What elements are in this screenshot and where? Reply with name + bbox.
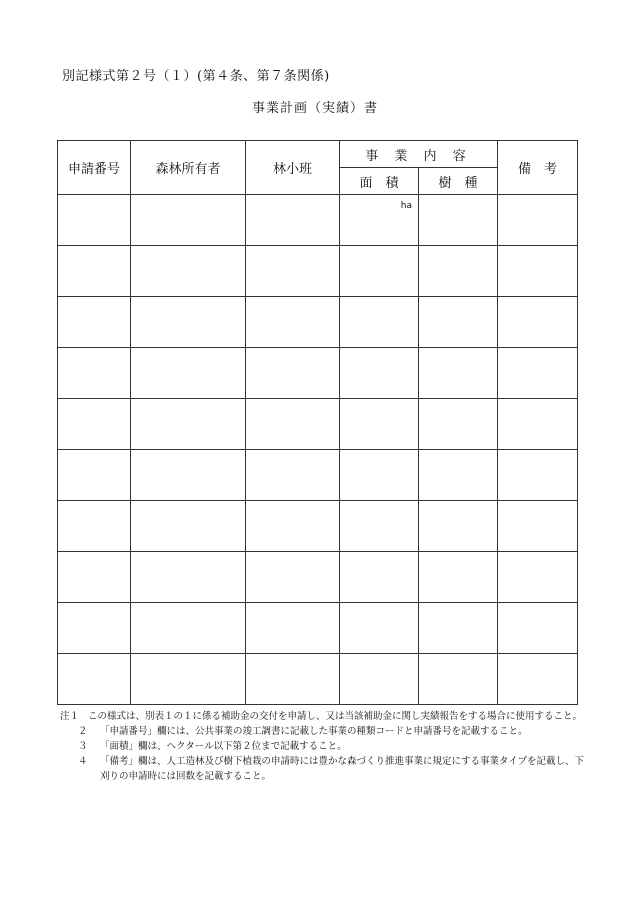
cell-tree-species[interactable] bbox=[419, 603, 498, 654]
header-area: 面 積 bbox=[340, 168, 419, 195]
cell-forest-owner[interactable] bbox=[131, 654, 246, 705]
note-text: 「面積」欄は、ヘクタール以下第２位まで記載すること。 bbox=[100, 741, 347, 752]
cell-area[interactable] bbox=[340, 603, 419, 654]
cell-application-number[interactable] bbox=[58, 552, 131, 603]
cell-forest-subdivision[interactable] bbox=[246, 552, 340, 603]
cell-forest-subdivision[interactable] bbox=[246, 501, 340, 552]
header-remarks: 備 考 bbox=[498, 141, 578, 195]
table-row bbox=[58, 501, 578, 552]
cell-forest-subdivision[interactable] bbox=[246, 603, 340, 654]
cell-remarks[interactable] bbox=[498, 501, 578, 552]
note-text: 「申請番号」欄には、公共事業の竣工調書に記載した事業の種類コードと申請番号を記載すること。 bbox=[100, 726, 528, 737]
cell-forest-owner[interactable] bbox=[131, 297, 246, 348]
project-table bbox=[57, 140, 578, 705]
table-row bbox=[58, 450, 578, 501]
cell-remarks[interactable] bbox=[498, 348, 578, 399]
cell-area[interactable] bbox=[340, 399, 419, 450]
cell-area[interactable] bbox=[340, 654, 419, 705]
note-text: 「備考」欄は、人工造林及び樹下植栽の申請時には豊かな森づくり推進事業に規定にする事業タイプを記載し、下刈りの申請時には回数を記載すること。 bbox=[100, 756, 585, 782]
note-text: この様式は、別表１の１に係る補助金の交付を申請し、又は当該補助金に関し実績報告をする場合に使用すること。 bbox=[88, 711, 583, 722]
cell-tree-species[interactable] bbox=[419, 450, 498, 501]
header-forest-owner: 森林所有者 bbox=[131, 141, 246, 195]
cell-application-number[interactable] bbox=[58, 246, 131, 297]
cell-remarks[interactable] bbox=[498, 552, 578, 603]
cell-forest-subdivision[interactable] bbox=[246, 195, 340, 246]
note-number: ３ bbox=[78, 741, 88, 752]
cell-forest-owner[interactable] bbox=[131, 195, 246, 246]
note-item bbox=[60, 754, 590, 784]
cell-forest-subdivision[interactable] bbox=[246, 348, 340, 399]
table-row bbox=[58, 246, 578, 297]
note-number: ４ bbox=[78, 756, 88, 767]
cell-application-number[interactable] bbox=[58, 654, 131, 705]
cell-application-number[interactable] bbox=[58, 195, 131, 246]
cell-forest-owner[interactable] bbox=[131, 552, 246, 603]
table-row bbox=[58, 654, 578, 705]
note-number: 注１ bbox=[60, 711, 80, 722]
cell-tree-species[interactable] bbox=[419, 195, 498, 246]
document-title: 事業計画（実績）書 bbox=[251, 101, 378, 116]
notes bbox=[60, 709, 590, 784]
cell-application-number[interactable] bbox=[58, 348, 131, 399]
note-number: ２ bbox=[78, 726, 88, 737]
cell-tree-species[interactable] bbox=[419, 501, 498, 552]
cell-remarks[interactable] bbox=[498, 399, 578, 450]
header-application-number: 申請番号 bbox=[58, 141, 131, 195]
cell-area[interactable] bbox=[340, 297, 419, 348]
header-project-content: 事 業 内 容 bbox=[340, 141, 498, 168]
cell-forest-owner[interactable] bbox=[131, 603, 246, 654]
header-forest-subdivision: 林小班 bbox=[246, 141, 340, 195]
table-row bbox=[58, 552, 578, 603]
cell-forest-owner[interactable] bbox=[131, 450, 246, 501]
cell-tree-species[interactable] bbox=[419, 654, 498, 705]
cell-remarks[interactable] bbox=[498, 603, 578, 654]
cell-area[interactable] bbox=[340, 501, 419, 552]
cell-forest-subdivision[interactable] bbox=[246, 450, 340, 501]
cell-area[interactable] bbox=[340, 348, 419, 399]
table-row bbox=[58, 297, 578, 348]
cell-tree-species[interactable] bbox=[419, 246, 498, 297]
cell-area[interactable] bbox=[340, 450, 419, 501]
cell-application-number[interactable] bbox=[58, 501, 131, 552]
cell-area[interactable] bbox=[340, 246, 419, 297]
table-row bbox=[58, 399, 578, 450]
cell-forest-owner[interactable] bbox=[131, 348, 246, 399]
cell-tree-species[interactable] bbox=[419, 297, 498, 348]
note-item bbox=[60, 724, 590, 739]
cell-remarks[interactable] bbox=[498, 246, 578, 297]
cell-remarks[interactable] bbox=[498, 654, 578, 705]
note-item bbox=[60, 739, 590, 754]
cell-application-number[interactable] bbox=[58, 450, 131, 501]
area-unit-label: ha bbox=[400, 201, 412, 211]
cell-tree-species[interactable] bbox=[419, 552, 498, 603]
cell-forest-owner[interactable] bbox=[131, 246, 246, 297]
cell-remarks[interactable] bbox=[498, 195, 578, 246]
cell-tree-species[interactable] bbox=[419, 399, 498, 450]
cell-forest-subdivision[interactable] bbox=[246, 654, 340, 705]
cell-remarks[interactable] bbox=[498, 450, 578, 501]
table-row bbox=[58, 603, 578, 654]
cell-remarks[interactable] bbox=[498, 297, 578, 348]
note-item bbox=[60, 709, 590, 724]
cell-application-number[interactable] bbox=[58, 603, 131, 654]
cell-area[interactable] bbox=[340, 552, 419, 603]
cell-forest-subdivision[interactable] bbox=[246, 297, 340, 348]
cell-forest-owner[interactable] bbox=[131, 501, 246, 552]
cell-application-number[interactable] bbox=[58, 297, 131, 348]
form-label: 別記様式第２号（１）(第４条、第７条関係) bbox=[62, 69, 330, 84]
cell-forest-subdivision[interactable] bbox=[246, 399, 340, 450]
cell-area[interactable] bbox=[340, 195, 419, 246]
cell-forest-owner[interactable] bbox=[131, 399, 246, 450]
cell-forest-subdivision[interactable] bbox=[246, 246, 340, 297]
cell-tree-species[interactable] bbox=[419, 348, 498, 399]
table-row bbox=[58, 195, 578, 246]
cell-application-number[interactable] bbox=[58, 399, 131, 450]
header-tree-species: 樹 種 bbox=[419, 168, 498, 195]
table-row bbox=[58, 348, 578, 399]
